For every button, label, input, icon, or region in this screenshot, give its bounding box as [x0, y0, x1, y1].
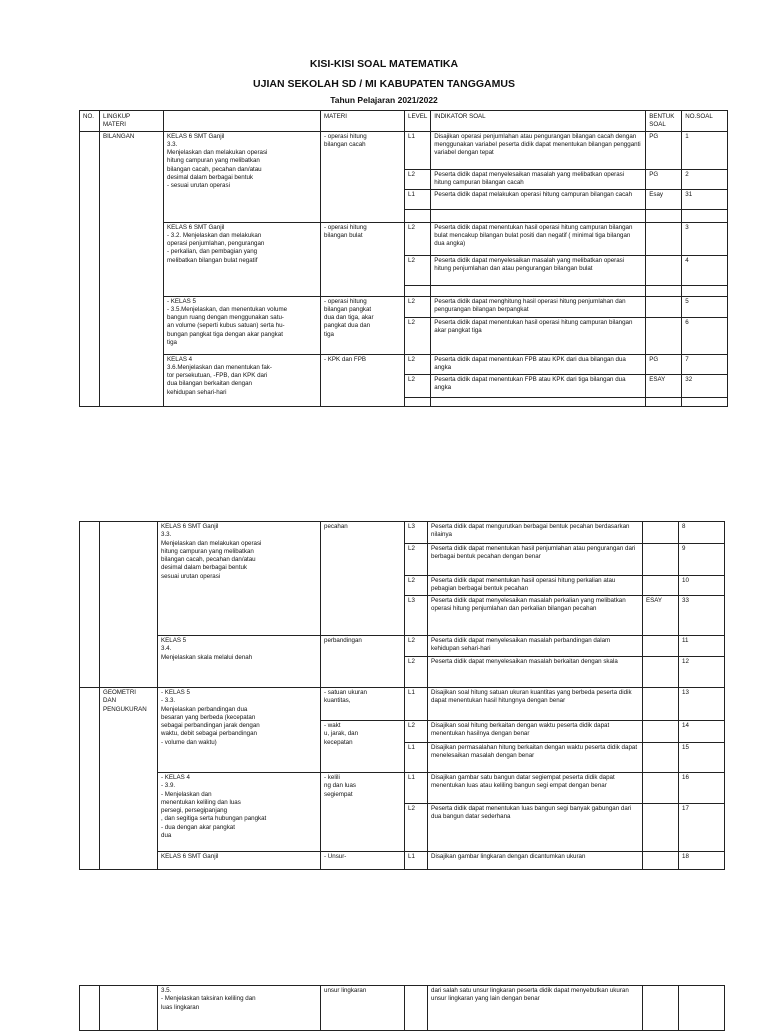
header-materi: MATERI: [321, 111, 405, 132]
cell-no-soal: 11: [679, 636, 725, 657]
cell-materi: - wakt u, jarak, dan kecepatan: [321, 721, 405, 773]
header-no-soal: NO.SOAL: [682, 111, 728, 132]
kisi-kisi-table-page-3: [79, 985, 725, 1031]
cell-kompetensi-dasar: KELAS 6 SMT Ganjil: [158, 852, 321, 870]
cell-bentuk-soal: [643, 688, 679, 721]
cell-bentuk-soal: ESAY: [646, 374, 682, 397]
cell-no-soal: 31: [682, 189, 728, 209]
cell-kompetensi-dasar: - KELAS 5 - 3.5.Menjelaskan, dan menentukan volume bangun ruang dengan menggunakan satu- an volume (seperti kubus satuan) serta hu- bungan pangkat tiga dengan akar pangkat tiga: [164, 296, 321, 354]
cell-indikator: Peserta didik dapat menentukan FPB atau KPK dari dua bilangan dua angka: [431, 354, 646, 374]
cell-bentuk-soal: [643, 576, 679, 596]
table-row: [80, 131, 728, 169]
cell-bentuk-soal: [646, 255, 682, 285]
cell-materi: - operasi hitung bilangan cacah: [321, 131, 405, 222]
cell-indikator: Peserta didik dapat menyelesaikan masalah yang melibatkan operasi hitung campuran bilangan cacah: [431, 169, 646, 189]
cell-bentuk-soal: [646, 397, 682, 406]
cell-indikator: [431, 397, 646, 406]
cell-bentuk-soal: [643, 721, 679, 743]
cell-no-soal: 33: [679, 596, 725, 636]
cell-bentuk-soal: PG: [646, 169, 682, 189]
cell-no-soal: 12: [679, 657, 725, 688]
cell-materi: - satuan ukuran kuantitas,: [321, 688, 405, 721]
cell-no-soal: 4: [682, 255, 728, 285]
cell-no-soal: 10: [679, 576, 725, 596]
cell-level: L2: [405, 636, 428, 657]
cell-materi: unsur lingkaran: [321, 986, 405, 1031]
cell-indikator: Peserta didik dapat melakukan operasi hitung campuran bilangan cacah: [431, 189, 646, 209]
cell-indikator: Peserta didik dapat menyelesaikan masalah berkaitan dengan skala: [428, 657, 643, 688]
cell-indikator: Disajikan operasi penjumlahan atau pengurangan bilangan cacah dengan menggunakan variabel peserta didik dapat menentukan bilangan pengganti variabel dengan tepat: [431, 131, 646, 169]
cell-no-soal: 18: [679, 852, 725, 870]
table-row: [80, 222, 728, 255]
cell-kompetensi-dasar: KELAS 6 SMT Ganjil 3.3. Menjelaskan dan melakukan operasi hitung campuran yang melibatkan bilangan cacah, pecahan dan/atau desimal dalam berbagai bentuk - sesuai urutan operasi: [164, 131, 321, 222]
cell-level: L2: [405, 169, 431, 189]
cell-materi: - kelili ng dan luas segiempat: [321, 773, 405, 852]
cell-kompetensi-dasar: KELAS 6 SMT Ganjil - 3.2. Menjelaskan dan melakukan operasi penjumlahan, pengurangan - perkalian, dan pembagian yang melibatkan bilangan bulat negatif: [164, 222, 321, 296]
cell-level: L1: [405, 688, 428, 721]
cell-indikator: Peserta didik dapat menentukan FPB atau KPK dari tiga bilangan dua angka: [431, 374, 646, 397]
cell-bentuk-soal: ESAY: [643, 596, 679, 636]
cell-level: [405, 209, 431, 222]
cell-level: L3: [405, 522, 428, 544]
header-kompetensi-dasar: [164, 111, 321, 132]
cell-no: [80, 131, 100, 406]
table-row: [80, 773, 725, 804]
cell-kompetensi-dasar: KELAS 5 3.4. Menjelaskan skala melalui denah: [158, 636, 321, 688]
cell-level: L2: [405, 657, 428, 688]
cell-level: L1: [405, 743, 428, 773]
cell-no: [80, 522, 100, 688]
cell-level: [405, 285, 431, 296]
cell-materi: pecahan: [321, 522, 405, 636]
cell-no-soal: [682, 285, 728, 296]
cell-bentuk-soal: Esay: [646, 189, 682, 209]
cell-indikator: Peserta didik dapat menyelesaikan masalah perbandingan dalam kehidupan sehari-hari: [428, 636, 643, 657]
cell-bentuk-soal: [643, 804, 679, 852]
cell-bentuk-soal: [646, 285, 682, 296]
school-year: Tahun Pelajaran 2021/2022: [330, 95, 438, 105]
cell-bentuk-soal: [643, 743, 679, 773]
kisi-kisi-table-page-1: [79, 110, 728, 407]
cell-level: L2: [405, 296, 431, 317]
cell-level: L2: [405, 721, 428, 743]
cell-lingkup-materi: GEOMETRI DAN PENGUKURAN: [100, 688, 158, 870]
cell-indikator: dari salah satu unsur lingkaran peserta didik dapat menyebutkan ukuran unsur lingkaran yang lain dengan benar: [428, 986, 643, 1031]
cell-indikator: Peserta didik dapat menghitung hasil operasi hitung penjumlahan dan pengurangan bilangan berpangkat: [431, 296, 646, 317]
cell-level: [405, 397, 431, 406]
kisi-kisi-table-page-2: [79, 521, 725, 870]
cell-no-soal: 6: [682, 317, 728, 354]
cell-no-soal: 32: [682, 374, 728, 397]
cell-level: L2: [405, 255, 431, 285]
cell-indikator: Peserta didik dapat menentukan hasil operasi hitung perkalian atau pebagian berbagai bentuk pecahan: [428, 576, 643, 596]
table-row: [80, 522, 725, 544]
cell-indikator: Peserta didik dapat menyelesaikan masalah yang melibatkan operasi hitung penjumlahan dan atau pengurangan bilangan bulat: [431, 255, 646, 285]
cell-bentuk-soal: [646, 317, 682, 354]
cell-indikator: Peserta didik dapat menyelesaikan masalah perkalian yang melibatkan operasi hitung penjumlahan dan perkalian bilangan pecahan: [428, 596, 643, 636]
cell-bentuk-soal: [646, 222, 682, 255]
table-header-row: [80, 111, 728, 132]
cell-kompetensi-dasar: - KELAS 4 - 3.9. - Menjelaskan dan menentukan keliling dan luas persegi, persegipanjang , dan segitiga serta hubungan pangkat - dua dengan akar pangkat dua: [158, 773, 321, 852]
cell-indikator: Disajikan soal hitung satuan ukuran kuantitas yang berbeda peserta didik dapat menentukan hasil hitungnya dengan benar: [428, 688, 643, 721]
cell-level: L2: [405, 544, 428, 576]
cell-indikator: Peserta didik dapat menentukan hasil operasi hitung campuran bilangan akar pangkat tiga: [431, 317, 646, 354]
cell-indikator: Disajikan soal hitung berkaitan dengan waktu peserta didik dapat menentukan hasilnya dengan benar: [428, 721, 643, 743]
cell-level: L2: [405, 317, 431, 354]
cell-lingkup-materi: BILANGAN: [100, 131, 164, 406]
cell-materi: perbandingan: [321, 636, 405, 688]
cell-level: L2: [405, 354, 431, 374]
document-subtitle: UJIAN SEKOLAH SD / MI KABUPATEN TANGGAMUS: [253, 78, 515, 90]
cell-no-soal: [682, 209, 728, 222]
cell-level: L1: [405, 189, 431, 209]
cell-no-soal: 16: [679, 773, 725, 804]
cell-no-soal: 9: [679, 544, 725, 576]
header-no: NO.: [80, 111, 100, 132]
header-lingkup-materi: LINGKUP MATERI: [100, 111, 164, 132]
cell-materi: - KPK dan FPB: [321, 354, 405, 406]
cell-indikator: [431, 209, 646, 222]
cell-kompetensi-dasar: KELAS 6 SMT Ganjil 3.3. Menjelaskan dan melakukan operasi hitung campuran yang melibatkan bilangan cacah, pecahan dan/atau desimal dalam berbagai bentuk sesuai urutan operasi: [158, 522, 321, 636]
cell-bentuk-soal: [643, 852, 679, 870]
table-row: [80, 636, 725, 657]
cell-bentuk-soal: [643, 636, 679, 657]
cell-no-soal: 15: [679, 743, 725, 773]
cell-indikator: Disajikan permasalahan hitung berkaitan dengan waktu peserta didik dapat menelesaikan masalah dengan benar: [428, 743, 643, 773]
cell-bentuk-soal: [643, 773, 679, 804]
cell-no-soal: 13: [679, 688, 725, 721]
cell-no-soal: 1: [682, 131, 728, 169]
cell-bentuk-soal: PG: [646, 354, 682, 374]
cell-bentuk-soal: [643, 522, 679, 544]
table-row: [80, 296, 728, 317]
cell-no-soal: 2: [682, 169, 728, 189]
cell-level: L2: [405, 576, 428, 596]
cell-kompetensi-dasar: 3.5. - Menjelaskan taksiran keliling dan luas lingkaran: [158, 986, 321, 1031]
cell-materi: - operasi hitung bilangan pangkat dua dan tiga, akar pangkat dua dan tiga: [321, 296, 405, 354]
cell-bentuk-soal: [646, 209, 682, 222]
document-title: KISI-KISI SOAL MATEMATIKA: [309, 58, 459, 70]
header-level: LEVEL: [405, 111, 431, 132]
cell-no-soal: 8: [679, 522, 725, 544]
cell-materi: - Unsur-: [321, 852, 405, 870]
cell-indikator: [431, 285, 646, 296]
cell-indikator: Peserta didik dapat menentukan luas bangun segi banyak gabungan dari dua bangun datar sederhana: [428, 804, 643, 852]
cell-indikator: Disajikan gambar satu bangun datar segiempat peserta didik dapat menentukan luas atau keliling bangun segi empat dengan benar: [428, 773, 643, 804]
cell-indikator: Disajikan gambar lingkaran dengan dicantumkan ukuran: [428, 852, 643, 870]
cell-no-soal: [682, 397, 728, 406]
cell-level: L2: [405, 222, 431, 255]
cell-indikator: Peserta didik dapat menentukan hasil penjumlahan atau pengurangan dari berbagai bentuk pecahan dengan benar: [428, 544, 643, 576]
cell-level: L1: [405, 131, 431, 169]
cell-level: L1: [405, 773, 428, 804]
table-row: [80, 852, 725, 870]
table-row: [80, 354, 728, 374]
cell-no-soal: 7: [682, 354, 728, 374]
cell-no-soal: 3: [682, 222, 728, 255]
cell-no: [80, 688, 100, 870]
cell-bentuk-soal: [643, 657, 679, 688]
header-bentuk-soal: BENTUK SOAL: [646, 111, 682, 132]
cell-bentuk-soal: PG: [646, 131, 682, 169]
cell-level: L2: [405, 374, 431, 397]
cell-level: L2: [405, 804, 428, 852]
cell-indikator: Peserta didik dapat menentukan hasil operasi hitung campuran bilangan bulat mencakup bilangan bulat positi dan negatif ( minimal tiga bilangan dua angka): [431, 222, 646, 255]
cell-kompetensi-dasar: - KELAS 5 - 3.3. Menjelaskan perbandingan dua besaran yang berbeda (kecepatan sebagai perbandingan jarak dengan waktu, debit sebagai perbandingan - volume dan waktu): [158, 688, 321, 773]
cell-bentuk-soal: [643, 544, 679, 576]
header-indikator-soal: INDIKATOR SOAL: [431, 111, 646, 132]
cell-no-soal: 5: [682, 296, 728, 317]
cell-materi: - operasi hitung bilangan bulat: [321, 222, 405, 296]
cell-level: L3: [405, 596, 428, 636]
cell-level: L1: [405, 852, 428, 870]
cell-bentuk-soal: [646, 296, 682, 317]
cell-no-soal: 14: [679, 721, 725, 743]
table-row: [80, 688, 725, 721]
cell-lingkup-materi: [100, 522, 158, 688]
cell-indikator: Peserta didik dapat mengurutkan berbagai bentuk pecahan berdasarkan nilainya: [428, 522, 643, 544]
cell-kompetensi-dasar: KELAS 4 3.6.Menjelaskan dan menentukan fak- tor persekutuan, -FPB, dan KPK dari dua bilangan berkaitan dengan kehidupan sehari-hari: [164, 354, 321, 406]
cell-no-soal: 17: [679, 804, 725, 852]
